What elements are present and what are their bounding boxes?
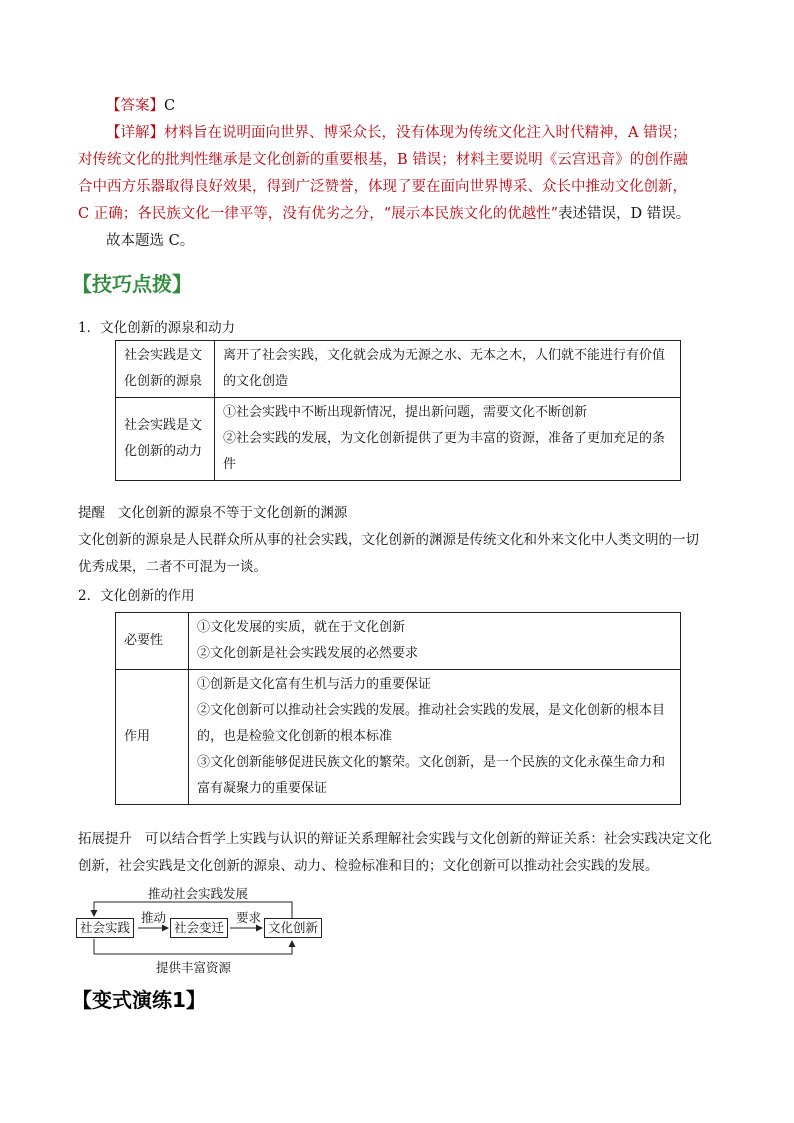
table-body-cell <box>189 613 681 670</box>
extension-block <box>78 826 714 880</box>
detail-quote: “展示本民族文化的优越性” <box>383 206 559 222</box>
table-row <box>116 341 681 398</box>
arrow-require-label: 要求 <box>236 910 262 925</box>
section1-table <box>115 340 681 481</box>
table-line: ①社会实践中不断出现新情况，提出新问题，需要文化不断创新 <box>223 405 588 420</box>
box-change: 社会变迁 <box>170 918 228 938</box>
table-row <box>116 670 681 805</box>
arrow-push-label: 推动 <box>141 910 167 925</box>
table-row <box>116 398 681 481</box>
table-body-cell: 离开了社会实践，文化就会成为无源之水、无本之木，人们就不能进行有价值的文化创造 <box>215 341 681 398</box>
table-line: ②文化创新可以推动社会实践的发展。推动社会实践的发展，是文化创新的根本目的，也是检验文化创新的根本标准 <box>197 703 666 744</box>
relationship-diagram <box>76 880 336 980</box>
table-body-cell <box>189 670 681 805</box>
reminder-block <box>78 500 708 527</box>
detail-text-1: 材料旨在说明面向世界、博采众长，没有体现为传统文化注入时代精神，A 错误；对传统文化的批判性继承是文化创新的重要根基，B 错误；材料主要说明《云宫迅音》的创作融合中西方乐器取得良好效果，得到广泛赞誉，体现了要在面向世界博采、众长中推动文化创新，C 正确；各民族文化一律平等，没有优劣之分， <box>78 125 688 222</box>
table-body-cell <box>215 398 681 481</box>
tips-heading: 【技巧点拨】 <box>72 272 192 296</box>
detail-label: 【详解】 <box>106 125 164 141</box>
top-arrow <box>94 902 292 918</box>
section2-table <box>115 612 681 805</box>
extension-label: 拓展提升 <box>78 831 132 847</box>
section1-title: 1．文化创新的源泉和动力 <box>78 320 236 336</box>
answer-label: 【答案】 <box>106 98 164 114</box>
reminder-title: 文化创新的源泉不等于文化创新的渊源 <box>117 505 348 521</box>
table-head-cell: 作用 <box>116 670 189 805</box>
bottom-arrow <box>94 939 292 954</box>
detail-paragraph <box>78 120 698 228</box>
arrow-top-label: 推动社会实践发展 <box>148 886 249 901</box>
table-line: ②社会实践的发展，为文化创新提供了更为丰富的资源，准备了更加充足的条件 <box>223 431 666 472</box>
box-innovation: 文化创新 <box>264 918 322 938</box>
table-line: ②文化创新是社会实践发展的必然要求 <box>197 646 419 661</box>
answer-value: C <box>164 98 176 114</box>
table-line: ①创新是文化富有生机与活力的重要保证 <box>197 677 432 692</box>
answer-line <box>78 93 698 120</box>
table-head-cell: 社会实践是文化创新的源泉 <box>116 341 215 398</box>
table-line: ③文化创新能够促进民族文化的繁荣。文化创新，是一个民族的文化永葆生命力和富有凝聚力的重要保证 <box>197 755 666 796</box>
table-line: ①文化发展的实质，就在于文化创新 <box>197 620 406 635</box>
arrow-bottom-label: 提供丰富资源 <box>156 960 232 975</box>
detail-conclusion: 故本题选 C。 <box>106 233 195 249</box>
reminder-label: 提醒 <box>78 505 105 521</box>
section2-title: 2．文化创新的作用 <box>78 588 195 604</box>
table-row <box>116 613 681 670</box>
box-practice: 社会实践 <box>76 918 134 938</box>
detail-text-2: 表述错误，D 错误。 <box>558 206 691 222</box>
extension-text: 可以结合哲学上实践与认识的辩证关系理解社会实践与文化创新的辩证关系：社会实践决定文化创新，社会实践是文化创新的源泉、动力、检验标准和目的；文化创新可以推动社会实践的发展。 <box>78 831 712 874</box>
table-head-cell: 必要性 <box>116 613 189 670</box>
practice-heading: 【变式演练1】 <box>72 988 206 1012</box>
table-head-cell: 社会实践是文化创新的动力 <box>116 398 215 481</box>
reminder-text: 文化创新的源泉是人民群众所从事的社会实践，文化创新的渊源是传统文化和外来文化中人类文明的一切优秀成果，二者不可混为一谈。 <box>78 532 699 575</box>
